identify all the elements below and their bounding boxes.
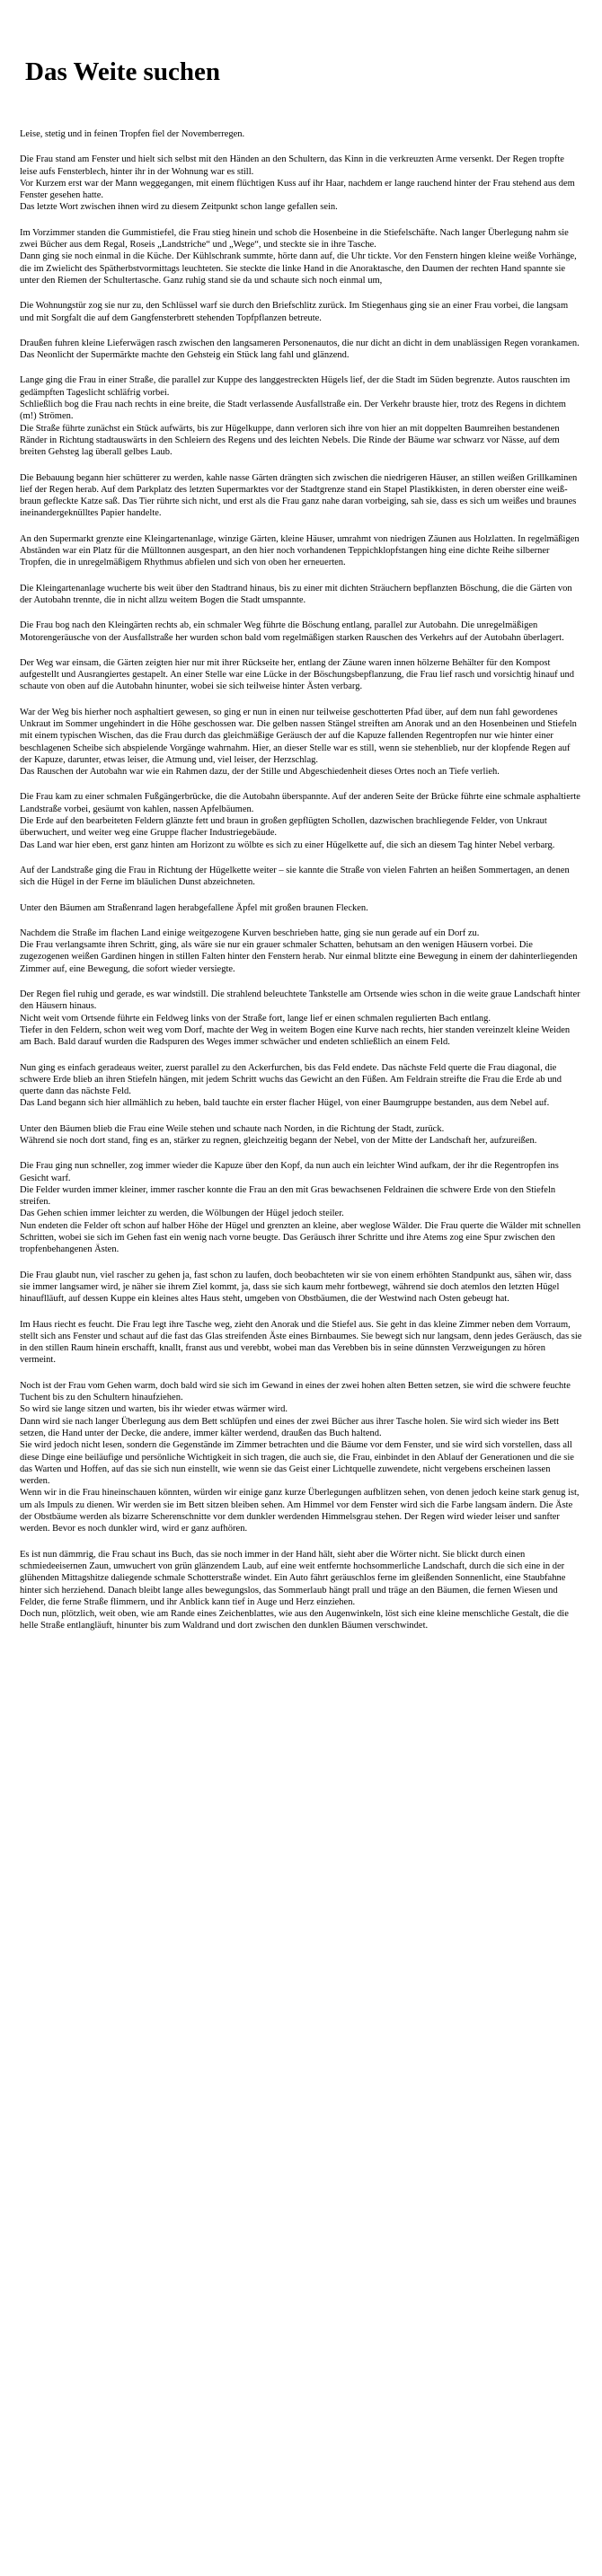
paragraph xyxy=(20,227,582,286)
story-body xyxy=(20,128,582,1632)
paragraph xyxy=(20,154,582,213)
paragraph xyxy=(20,338,582,362)
paragraph xyxy=(20,865,582,889)
paragraph xyxy=(20,620,582,644)
paragraph-line: So wird sie lange sitzen und warten, bis ihr wieder etwas wärmer wird. xyxy=(20,1404,288,1415)
paragraph-line: Die Frau glaubt nun, viel rascher zu gehen ja, fast schon zu laufen, doch beobachteten wir sie von einem erhöhten Standpunkt aus, sähen wir, dass sie immer langsamer wird, je näher sie ihrem Ziel kommt, ja, dass sie sich kaum mehr fortbewegt, während sie doch atemlos den letzten Hügel hinauflläuft, auf dessen Kuppe ein kleines altes Haus steht, umgeben von Obstbäumen, die der Westwind nach Osten gebeugt hat. xyxy=(20,1270,571,1305)
paragraph-line: Das Land war hier eben, erst ganz hinten am Horizont zu wölbte es sich zu einer Hügelkette auf, die sich an diesem Tag hinter Nebel verbarg. xyxy=(20,840,555,850)
paragraph-line: Nicht weit vom Ortsende führte ein Feldweg links von der Straße fort, lange lief er einen schmalen regulierten Bach entlang. xyxy=(20,1013,491,1024)
paragraph xyxy=(20,657,582,693)
paragraph xyxy=(20,902,582,914)
paragraph-line: War der Weg bis hierher noch asphaltiert gewesen, so ging er nun in einen nur teilweise geschotterten Pfad über, auf dem nun fahl gewordenes Unkraut im Sommer ungehindert in die Höhe geschossen war. Die gelben nassen Stängel streiften am Anorak und an den Hosenbeinen und Stiefeln mit einem typischen Wischen, das die Frau durch das gleichmäßige Geräusch der auf die Kapuze fallenden Regentropfen nur wie hinter einer beschlagenen Scheibe sich abspielende Vorgänge wahrnahm. Hier, an dieser Stelle war es still, wenn sie stehenblieb, nur der klopfende Regen auf der Kapuze, darunter, etwas leiser, die Atmung und, viel leiser, der Herzschlag. xyxy=(20,707,577,765)
paragraph-line: Noch ist der Frau vom Gehen warm, doch bald wird sie sich im Gewand in eines der zwei hohen alten Betten setzen, sie wird die schwere feuchte Tuchent bis zu den Schultern hinaufziehen. xyxy=(20,1380,571,1403)
paragraph-line: Sie wird jedoch nicht lesen, sondern die Gegenstände im Zimmer betrachten und die Bäume vor dem Fenster, und sie wird sich vorstellen, dass all diese Dinge eine beiläufige und persönliche Wichtigkeit in sich tragen, die auch sie, die Frau, einbindet in den Ablauf der Generationen und die sie das Warten und Hoffen, auf das sie sich nun einstellt, wie wenn sie das Geist einer Lichtquelle zuwendete, nicht vergebens erscheinen lassen werden. xyxy=(20,1440,574,1487)
paragraph-line: Doch nun, plötzlich, weit oben, wie am Rande eines Zeichenblattes, wie aus den Augenwinkeln, löst sich eine kleine menschliche Gestalt, die die helle Straße entlangläuft, hinunter bis zum Waldrand und dort zwischen den dunklen Bäumen verschwindet. xyxy=(20,1609,569,1631)
paragraph-line: Die Felder wurden immer kleiner, immer rascher konnte die Frau an den mit Gras bewachsenen Feldrainen die schwere Erde von den Stiefeln streifen. xyxy=(20,1184,556,1208)
paragraph xyxy=(20,1319,582,1367)
paragraph-line: Die Frau kam zu einer schmalen Fußgängerbrücke, die die Autobahn überspannte. Auf der anderen Seite der Brücke führte eine schmale asphaltierte Landstraße vorbei, gesäumt von kahlen, nassen Apfelbäumen. xyxy=(20,792,580,814)
paragraph-line: Das Gehen schien immer leichter zu werden, die Wölbungen der Hügel jedoch steiler. xyxy=(20,1209,344,1219)
paragraph xyxy=(20,1380,582,1535)
paragraph xyxy=(20,128,582,140)
paragraph xyxy=(20,374,582,458)
paragraph-line: Nachdem die Straße im flachen Land einige weitgezogene Kurven beschrieben hatte, ging sie nun gerade auf ein Dorf zu. xyxy=(20,928,480,938)
paragraph xyxy=(20,583,582,607)
paragraph xyxy=(20,300,582,324)
paragraph xyxy=(20,533,582,569)
paragraph-line: Es ist nun dämmrig, die Frau schaut ins Buch, das sie noch immer in der Hand hält, sieht aber die Wörter nicht. Sie blickt durch einen schmiedeeisernen Zaun, umwuchert von grün glänzendem Laub, auf eine weit entfernte hochsommerliche Landschaft, durch die sich eine in der glühenden Mittagshitze daliegende schmale Schotterstraße windet. Ein Auto fährt geräuschlos ferne im gleißenden Sonnenlicht, eine Staubfahne hinter sich herziehend. Danach bleibt lange alles bewegungslos, das Sommerlaub hängt prall und träge an den Bäumen, die fernen Wiesen und Felder, die ferne Straße flimmern, und ihr Anblick kann tief in Auge und Herz einziehen. xyxy=(20,1549,566,1607)
paragraph-line: Die Erde auf den bearbeiteten Feldern glänzte fett und braun in großen gepflügten Schollen, dazwischen brachliegende Felder, von Unkraut überwuchert, und weiter weg eine Gruppe flacher Industriegebäude. xyxy=(20,816,547,839)
paragraph xyxy=(20,1123,582,1147)
paragraph-line: Auf der Landstraße ging die Frau in Richtung der Hügelkette weiter – sie kannte die Straße von vielen Fahrten an heißen Sommertagen, an denen sich die Hügel in der Ferne im bläulichen Dunst abzeichneten. xyxy=(20,865,570,888)
paragraph-line: Die Bebauung begann hier schütterer zu werden, kahle nasse Gärten drängten sich zwischen die niedrigeren Häuser, an stillen weißen Grillkaminen lief der Regen herab. Auf dem Parkplatz des letzten Supermarktes vor der Stadtgrenze stand ein Stapel Plastikkisten, in deren oberster eine weiß-braun gefleckte Katze saß. Das Tier rührte sich nicht, und erst als die Frau ganz nahe daran vorbeiging, sah sie, dass es sich um weißes und braunes ineinandergeknülltes Papier handelte. xyxy=(20,472,578,519)
paragraph xyxy=(20,1549,582,1632)
paragraph xyxy=(20,989,582,1048)
paragraph-line: Draußen fuhren kleine Lieferwägen rasch zwischen den langsameren Personenautos, die nur dicht an dicht in dem unablässigen Regen vorankamen. Das Neonlicht der Supermärkte machte den Gehsteig ein Stück lang fahl und glänzend. xyxy=(20,338,580,361)
paragraph-line: Wenn wir in die Frau hineinschauen könnten, würden wir einige ganz kurze Überlegungen aufblitzen sehen, von denen jedoch keine stark genug ist, um als Impuls zu dienen. Wir werden sie im Bett sitzen bleiben sehen. Am Himmel vor dem Fenster wird sich die Farbe langsam ändern. Die Äste der Obstbäume werden als bizarre Scherenschnitte vor dem dunkler werdenden Himmelsgrau stehen. Der Regen wird wieder leiser und sanfter werden. Bevor es noch dunkler wird, wird er ganz aufhören. xyxy=(20,1488,580,1534)
paragraph-line: Nun endeten die Felder oft schon auf halber Höhe der Hügel und grenzten an kleine, aber weglose Wälder. Die Frau querte die Wälder mit schnellen Schritten, wobei sie sich im Gehen fast ein wenig nach vorne beugte. Das Geräusch ihrer Schritte und ihre Atems zog eine Spur zwischen den tropfenbehangenen Ästen. xyxy=(20,1220,581,1255)
paragraph-line: Die Frau bog nach den Kleingärten rechts ab, ein schmaler Weg führte die Böschung entlang, parallel zur Autobahn. Die unregelmäßigen Motorengeräusche von der Ausfallstraße her wurden schon bald vom regelmäßigen starken Rauschen des Verkehrs auf der Autobahn überlagert. xyxy=(20,620,564,643)
paragraph xyxy=(20,928,582,975)
paragraph-line: Unter den Bäumen blieb die Frau eine Weile stehen und schaute nach Norden, in die Richtung der Stadt, zurück. xyxy=(20,1123,445,1134)
paragraph-line: Das Land begann sich hier allmählich zu heben, bald tauchte ein erster flacher Hügel, von einer Baumgruppe bestanden, aus dem Nebel auf. xyxy=(20,1098,550,1109)
paragraph-line: Der Weg war einsam, die Gärten zeigten hier nur mit ihrer Rückseite her, entlang der Zäune waren innen hölzerne Behälter für den Kompost aufgestellt und Ausrangiertes gestapelt. An einer Stelle war eine Lücke in der Böschungsbepflanzung, die Frau lief rasch und vorsichtig hinauf und schaute von oben auf die Autobahn hinunter, wobei sie sich teilweise hinter Ästen verbarg. xyxy=(20,657,574,692)
paragraph-line: Im Haus riecht es feucht. Die Frau legt ihre Tasche weg, zieht den Anorak und die Stiefel aus. Sie geht in das kleine Zimmer neben dem Vorraum, stellt sich ans Fenster und schaut auf die fast das Glas streifenden Äste eines Birnbaumes. Sie bewegt sich nur langsam, denn jedes Geräusch, das sie in den stillen Raum hinein erschafft, knallt, franst aus und verebbt, wobei man das Verebben bis in seine dünnsten Verzweigungen zu hören vermeint. xyxy=(20,1319,582,1366)
paragraph-line: Unter den Bäumen am Straßenrand lagen herabgefallene Äpfel mit großen braunen Flecken. xyxy=(20,902,368,913)
paragraph-line: Nun ging es einfach geradeaus weiter, zuerst parallel zu den Ackerfurchen, bis das Feld endete. Das nächste Feld querte die Frau diagonal, die schwere Erde blieb an ihren Stiefeln hängen, mit jedem Schritt wuchs das Gewicht an den Füßen. Am Feldrain streifte die Frau die Erde ab und querte dann das nächste Feld. xyxy=(20,1062,562,1097)
paragraph-line: Schließlich bog die Frau nach rechts in eine breite, die Stadt verlassende Ausfallstraße ein. Der Verkehr brauste hier, trotz des Regens in dichtem (m!) Strömen. xyxy=(20,400,566,422)
paragraph xyxy=(20,791,582,850)
paragraph-line: Das letzte Wort zwischen ihnen wird zu diesem Zeitpunkt schon lange gefallen sein. xyxy=(20,202,338,213)
paragraph-line: Die Straße führte zunächst ein Stück aufwärts, bis zur Hügelkuppe, dann verloren sich ihre von hier an mit doppelten Baumreihen bestandenen Ränder in Richtung stadtauswärts in den Schleiern des Regens und des leichten Nebels. Die Rinde der Bäume war schwarz vor Nässe, auf dem breiten Gehsteg lag überall gelbes Laub. xyxy=(20,423,560,458)
story-title: Das Weite suchen xyxy=(25,57,220,86)
paragraph-line: Die Frau ging nun schneller, zog immer wieder die Kapuze über den Kopf, da nun auch ein leichter Wind aufkam, der ihr die Regentropfen ins Gesicht warf. xyxy=(20,1161,559,1183)
paragraph-line: Die Frau verlangsamte ihren Schritt, ging, als wäre sie nur ein grauer schmaler Schatten, behutsam an den wenigen Häusern vorbei. Die zugezogenen weißen Gardinen hingen in stillen Falten hinter den Fenstern herab. Nur einmal blitzte eine Bewegung in einem der dahinterliegenden Zimmer auf, eine Bewegung, die sofort wieder versiegte. xyxy=(20,940,578,974)
paragraph-line: Die Frau stand am Fenster und hielt sich selbst mit den Händen an den Schultern, das Kinn in die verkreuzten Arme versenkt. Der Regen tropfte leise aufs Fensterblech, hinter ihr in der Wohnung war es still. xyxy=(20,154,564,177)
paragraph-line: Lange ging die Frau in einer Straße, die parallel zur Kuppe des langgestreckten Hügels lief, der die Stadt im Süden begrenzte. Autos rauschten im gedämpften Tageslicht schläfrig vorbei. xyxy=(20,375,571,398)
paragraph-line: Im Vorzimmer standen die Gummistiefel, die Frau stieg hinein und schob die Hosenbeine in die Stiefelschäfte. Nach langer Überlegung nahm sie zwei Bücher aus dem Regal, Roseis „Landstriche“ und „Wege“, und steckte sie in ihre Tasche. xyxy=(20,227,569,251)
paragraph-line: Der Regen fiel ruhig und gerade, es war windstill. Die strahlend beleuchtete Tankstelle am Ortsende wies schon in die weite graue Landschaft hinter den Häusern hinaus. xyxy=(20,989,580,1012)
paragraph-line: Das Rauschen der Autobahn war wie ein Rahmen dazu, der der Stille und Abgeschiedenheit dieses Ortes noch an Tiefe verlieh. xyxy=(20,767,500,778)
paragraph-line: An den Supermarkt grenzte eine Kleingartenanlage, winzige Gärten, kleine Häuser, umrahmt von niedrigen Zäunen aus Holzlatten. In regelmäßigen Abständen war ein Platz für die Mülltonnen ausgespart, an den hier noch vorhandenen Teppichklopfstangen hing eine dichte Reihe silberner Tropfen, die in unregelmäßigem Rhythmus abfielen und sich von oben her erneuerten. xyxy=(20,533,580,568)
paragraph xyxy=(20,1062,582,1110)
paragraph-line: Die Kleingartenanlage wucherte bis weit über den Stadtrand hinaus, bis zu einer mit dichten Sträuchern bepflanzten Böschung, die die Gärten von der Autobahn trennte, die in nicht allzu weitem Bogen die Stadt umspannte. xyxy=(20,583,572,605)
paragraph xyxy=(20,472,582,520)
paragraph xyxy=(20,707,582,778)
paragraph-line: Dann wird sie nach langer Überlegung aus dem Bett schlüpfen und eines der zwei Bücher aus ihrer Tasche holen. Sie wird sich wieder ins Bett setzen, die Hand unter der Decke, die andere, immer kälter werdend, draußen das Buch haltend. xyxy=(20,1416,560,1438)
paragraph-line: Leise, stetig und in feinen Tropfen fiel der Novemberregen. xyxy=(20,129,245,139)
paragraph-line: Dann ging sie noch einmal in die Küche. Der Kühlschrank summte, hörte dann auf, die Uhr tickte. Vor den Fenstern hingen kleine weiße Vorhänge, die im Zwielicht des Spätherbstvormittags leuchteten. Sie steckte die linke Hand in die Anoraktasche, den Daumen der rechten Hand spannte sie unter den Riemen der Schultertasche. Ganz ruhig stand sie da und schaute sich noch einmal um, xyxy=(20,251,577,286)
paragraph-line: Die Wohnungstür zog sie nur zu, den Schlüssel warf sie durch den Briefschlitz zurück. Im Stiegenhaus ging sie an einer Frau vorbei, die langsam und mit Sorgfalt die auf dem Gangfensterbrett stehenden Topfpflanzen betreute. xyxy=(20,301,569,323)
paragraph xyxy=(20,1160,582,1255)
paragraph-line: Tiefer in den Feldern, schon weit weg vom Dorf, machte der Weg in weitem Bogen eine Kurve nach rechts, hier standen vereinzelt kleine Weiden am Bach. Bald darauf wurden die Radspuren des Weges immer schwächer und endeten schließlich an einem Feld. xyxy=(20,1024,571,1048)
paragraph-line: Während sie noch dort stand, fing es an, stärker zu regnen, gleichzeitig begann der Nebel, von der Mitte der Landschaft her, aufzureißen. xyxy=(20,1136,537,1146)
paragraph-line: Vor Kurzem erst war der Mann weggegangen, mit einem flüchtigen Kuss auf ihr Haar, nachdem er lange rauchend hinter der Frau stehend aus dem Fenster gesehen hatte. xyxy=(20,178,575,201)
paragraph xyxy=(20,1270,582,1306)
